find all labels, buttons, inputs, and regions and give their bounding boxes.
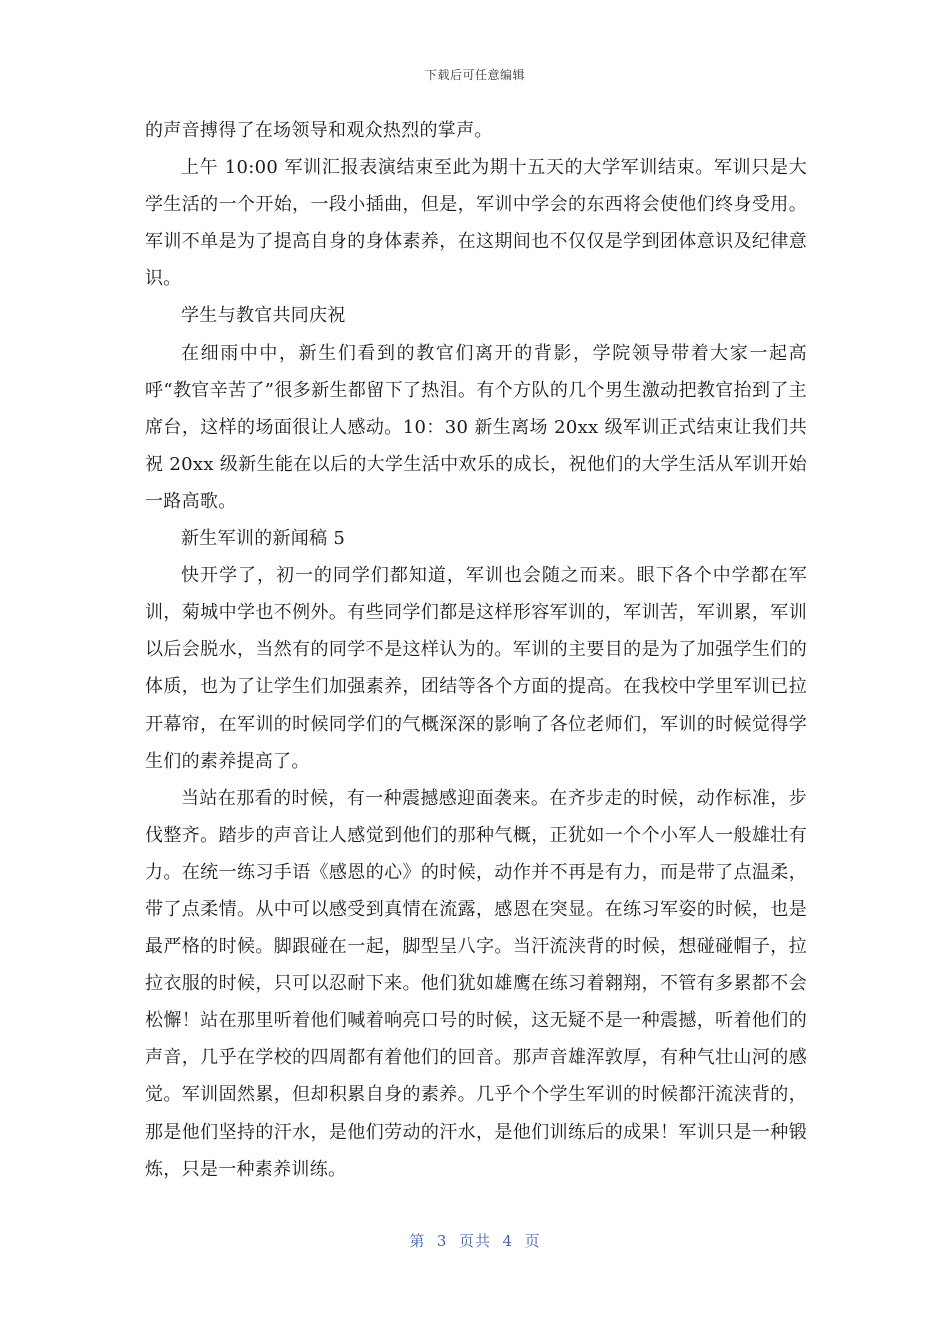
- section-heading-news-5: 新生军训的新闻稿 5: [181, 528, 346, 550]
- paragraph-7: 当站在那看的时候，有一种震撼感迎面袭来。在齐步走的时候，动作标准，步伐整齐。踏步的声音让人感觉到他们的那种气概，正犹如一个个小军人一般雄壮有力。在统一练习手语《感恩的心》的时候，动作并不再是有力，而是带了点温柔，带了点柔情。从中可以感受到真情在流露，感恩在突显。在练习军姿的时候，也是最严格的时候。脚跟碰在一起，脚型呈八字。当汗流浃背的时候，想碰碰帽子，拉拉衣服的时候，只可以忍耐下来。他们犹如雄鹰在练习着翱翔，不管有多累都不会松懈！站在那里听着他们喊着响亮口号的时候，这无疑不是一种震撼，听着他们的声音，几乎在学校的四周都有着他们的回音。那声音雄浑敦厚，有种气壮山河的感觉。军训固然累，但却积累自身的素养。几乎个个学生军训的时候都汗流浃背的，那是他们坚持的汗水，是他们劳动的汗水，是他们训练后的成果！军训只是一种锻炼，只是一种素养训练。: [145, 787, 807, 1180]
- paragraph-4: 在细雨中中，新生们看到的教官们离开的背影，学院领导带着大家一起高呼“教官辛苦了”很多新生都留下了热泪。有个方队的几个男生激动把教官抬到了主席台，这样的场面很让人感动。10：30 新生离场 20xx 级军训正式结束让我们共祝 20xx 级新生能在以后的大学生活中欢乐的成长，祝他们的大学生活从军训开始一路高歌。: [145, 342, 807, 512]
- paragraph-6: 快开学了，初一的同学们都知道，军训也会随之而来。眼下各个中学都在军训，菊城中学也不例外。有些同学们都是这样形容军训的，军训苦，军训累，军训以后会脱水，当然有的同学不是这样认为的。军训的主要目的是为了加强学生们的体质，也为了让学生们加强素养，团结等各个方面的提高。在我校中学里军训已拉开幕帘，在军训的时候同学们的气概深深的影响了各位老师们，军训的时候觉得学生们的素养提高了。: [145, 565, 807, 772]
- section-heading-celebration: 学生与教官共同庆祝: [181, 305, 346, 327]
- document-body: [145, 112, 807, 1188]
- paragraph-2: 上午 10:00 军训汇报表演结束至此为期十五天的大学军训结束。军训只是大学生活的一个开始，一段小插曲，但是，军训中学会的东西将会使他们终身受用。军训不单是为了提高自身的身体素养，在这期间也不仅仅是学到团体意识及纪律意识。: [145, 157, 807, 290]
- page-header: 下载后可任意编辑: [424, 68, 525, 82]
- paragraph-1: 的声音搏得了在场领导和观众热烈的掌声。: [145, 120, 493, 141]
- page-footer: 第 3 页共 4 页: [409, 1232, 541, 1250]
